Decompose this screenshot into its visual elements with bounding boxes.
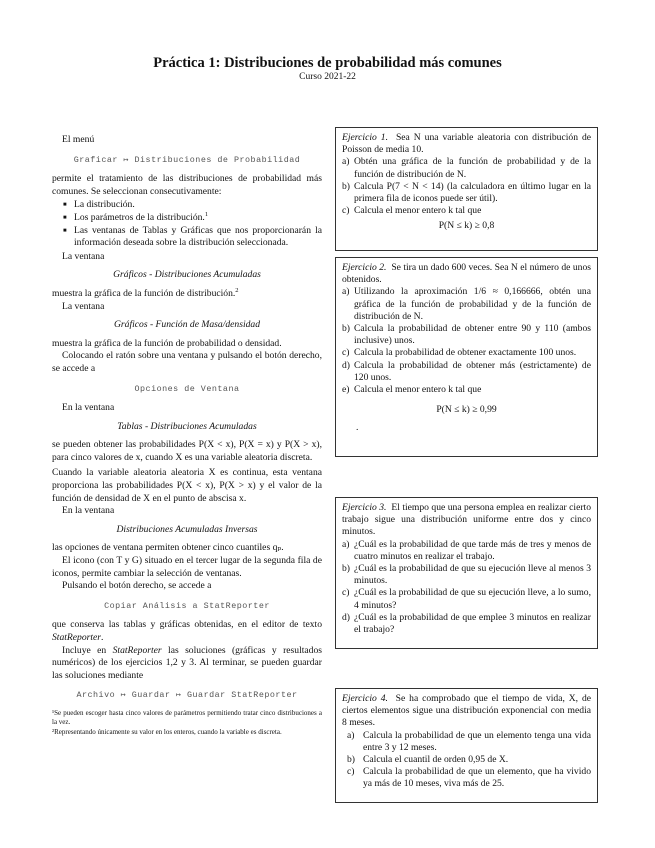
exercise-intro (342, 502, 591, 539)
paragraph: Colocando el ratón sobre una ventana y pulsando el botón derecho, se accede a (52, 350, 322, 374)
paragraph: las opciones de ventana permiten obtener cinco cuantiles qₚ. (52, 542, 284, 554)
item-label: c) (342, 205, 350, 217)
list-item (342, 286, 591, 323)
page-title: Práctica 1: Distribuciones de probabilidad más comunes (153, 55, 502, 71)
paragraph: La ventana (62, 300, 105, 312)
exercise-2-box (335, 257, 598, 457)
paragraph: Pulsando el botón derecho, se accede a (62, 580, 212, 592)
exercise-items (342, 539, 591, 637)
paragraph: se pueden obtener las probabilidades P(X < x), P(X = x) y P(X > x), para cinco valores de x, cuando X es una variable aleatoria discreta. (52, 439, 322, 463)
list-item (342, 323, 591, 347)
footnote-1: ¹Se pueden escoger hasta cinco valores de parámetros permitiendo tratar cinco distribuciones a la vez. (52, 708, 322, 726)
paragraph: En la ventana (62, 505, 115, 517)
item-label: b) (347, 754, 355, 766)
paragraph: En la ventana (62, 402, 115, 414)
item-label: c) (342, 587, 350, 599)
paragraph: muestra la gráfica de la función de probabilidad o densidad. (52, 337, 282, 349)
window-name: Gráficos - Función de Masa/densidad (113, 319, 261, 331)
equation: P(N ≤ k) ≥ 0,8 (438, 220, 495, 232)
item-text: ¿Cuál es la probabilidad de que su ejecución lleve al menos 3 minutos. (354, 563, 591, 587)
list-item (347, 766, 591, 790)
list-item-text: Las ventanas de Tablas y Gráficas que nos proporcionarán la información deseada sobre la distribución seleccionada. (74, 224, 322, 249)
exercise-1-box (335, 127, 598, 251)
item-label: d) (342, 611, 350, 623)
item-text: Calcula la probabilidad de obtener exactamente 100 unos. (354, 347, 577, 359)
item-text: ¿Cuál es la probabilidad de que su ejecución lleve, a lo sumo, 4 minutos? (354, 587, 591, 611)
list-item (342, 587, 591, 611)
window-name: Tablas - Distribuciones Acumuladas (117, 420, 257, 432)
exercise-title: Ejercicio 2. (342, 262, 387, 273)
exercise-intro-text: Sea N una variable aleatoria con distribución de Poisson de media 10. (342, 132, 592, 156)
exercise-title: Ejercicio 4. (342, 693, 388, 704)
paragraph-text: que conserva las tablas y gráficas obtenidas, en el editor de texto (52, 619, 322, 631)
menu-path: Copiar Análisis a StatReporter (104, 600, 270, 611)
bullet-list (52, 199, 322, 249)
list-item (342, 612, 591, 636)
list-item (342, 205, 591, 217)
paragraph-text: muestra la gráfica de la función de distribución. (52, 287, 236, 299)
exercise-items (342, 730, 591, 791)
exercise-title: Ejercicio 3. (342, 502, 387, 513)
paragraph-text: . (101, 632, 104, 643)
item-label: c) (342, 347, 350, 359)
paragraph: La ventana (62, 250, 105, 262)
item-label: a) (342, 156, 350, 168)
list-item (342, 563, 591, 587)
footnote-mark: 2 (235, 286, 239, 294)
paragraph: permite el tratamiento de las distribuciones de probabilidad más comunes. Se seleccionan consecutivamente: (52, 173, 322, 197)
exercise-intro-text: Se ha comprobado que el tiempo de vida, X, de ciertos elementos sigue una distribución exponencial con media 8 meses. (342, 693, 592, 729)
list-item (347, 754, 591, 766)
list-item (74, 212, 322, 225)
item-text: Calcula la probabilidad de obtener más (estrictamente) de 120 unos. (354, 359, 591, 383)
equation: P(N ≤ k) ≥ 0,99 (436, 404, 497, 416)
item-text: ¿Cuál es la probabilidad de que emplee 3 minutos en realizar el trabajo? (354, 611, 591, 636)
item-text: Calcula el menor entero k tal que (354, 384, 482, 396)
exercise-3-box (335, 497, 598, 649)
item-label: a) (347, 729, 355, 741)
menu-path: Archivo ↦ Guardar ↦ Guardar StatReporter (76, 690, 298, 701)
item-text: ¿Cuál es la probabilidad de que tarde más de tres y menos de cuatro minutos en realizar el trabajo. (354, 538, 591, 562)
list-item (347, 730, 591, 754)
window-name: Gráficos - Distribuciones Acumuladas (113, 269, 261, 281)
paragraph (52, 645, 322, 683)
menu-path: Graficar ↦ Distribuciones de Probabilidad (73, 154, 301, 165)
item-text: Obtén una gráfica de la función de probabilidad y de la función de distribución de N. (354, 156, 591, 180)
list-item (342, 360, 591, 384)
list-item (74, 225, 322, 250)
paragraph: El menú (62, 134, 95, 145)
list-item (342, 181, 591, 205)
item-text: Calcula la probabilidad de que un elemento, que ha vivido ya más de 10 meses, viva más de 25. (363, 766, 591, 790)
exercise-intro-text: El tiempo que una persona emplea en realizar cierto trabajo sigue una distribución uniforme entre dos y cinco minutos. (342, 502, 592, 538)
list-item (342, 384, 591, 396)
exercise-intro (342, 132, 591, 156)
paragraph: Cuando la variable aleatoria aleatoria X es continua, esta ventana proporciona las probabilidades P(X < x), P(X > x) y el valor de la función de densidad de X en el punto de abscisa x. (52, 467, 322, 504)
item-text: Calcula el menor entero k tal que (354, 205, 482, 217)
page-subtitle: Curso 2021-22 (299, 72, 356, 82)
paragraph-text: Incluye en (62, 644, 113, 656)
menu-path: Opciones de Ventana (134, 383, 240, 394)
item-text: Calcula P(7 < N < 14) (la calculadora en último lugar en la primera fila de iconos puede ser útil). (354, 180, 591, 205)
exercise-intro (342, 693, 591, 730)
paragraph-text: las soluciones (gráficas y resultados numéricos) de los ejercicios 1,2 y 3. Al terminar, se pueden guardar las soluciones mediante (52, 644, 322, 681)
paragraph (52, 288, 322, 301)
app-name: StatReporter (112, 644, 162, 656)
list-item (342, 156, 591, 180)
list-item (74, 199, 322, 212)
item-text: Utilizando la aproximación 1/6 ≈ 0,166666, obtén una gráfica de la función de probabilidad y de la función de distribución de N. (354, 286, 591, 322)
item-label: a) (342, 286, 350, 298)
left-column (52, 134, 322, 737)
exercise-items (342, 286, 591, 396)
trailing-dot: . (356, 422, 359, 434)
item-label: b) (342, 563, 350, 575)
exercise-items (342, 156, 591, 217)
exercise-intro (342, 262, 591, 286)
item-label: b) (342, 323, 350, 335)
window-name: Distribuciones Acumuladas Inversas (116, 523, 258, 535)
list-item (342, 539, 591, 563)
exercise-title: Ejercicio 1. (342, 132, 388, 143)
item-label: c) (347, 766, 355, 778)
item-label: a) (342, 538, 350, 550)
app-name: StatReporter (52, 632, 102, 643)
footnote-mark: 1 (204, 210, 209, 218)
footnote-2: ²Representando únicamente su valor en los enteros, cuando la variable es discreta. (52, 727, 282, 736)
item-text: Calcula la probabilidad de obtener entre 90 y 110 (ambos inclusive) unos. (354, 323, 591, 347)
item-label: d) (342, 359, 350, 371)
paragraph (52, 619, 322, 644)
exercise-4-box (335, 688, 598, 803)
item-text: Calcula el cuantil de orden 0,95 de X. (363, 754, 509, 766)
item-text: Calcula la probabilidad de que un elemento tenga una vida entre 3 y 12 meses. (363, 729, 591, 753)
item-label: b) (342, 180, 350, 192)
item-label: e) (342, 384, 350, 396)
list-item-text: La distribución. (74, 199, 135, 211)
exercise-intro-text: Se tira un dado 600 veces. Sea N el número de unos obtenidos. (342, 262, 591, 286)
list-item (342, 347, 591, 359)
list-item-text: Los parámetros de la distribución. (74, 211, 205, 223)
paragraph: El icono (con T y G) situado en el tercer lugar de la segunda fila de iconos, permite cambiar la selección de ventanas. (52, 555, 322, 579)
